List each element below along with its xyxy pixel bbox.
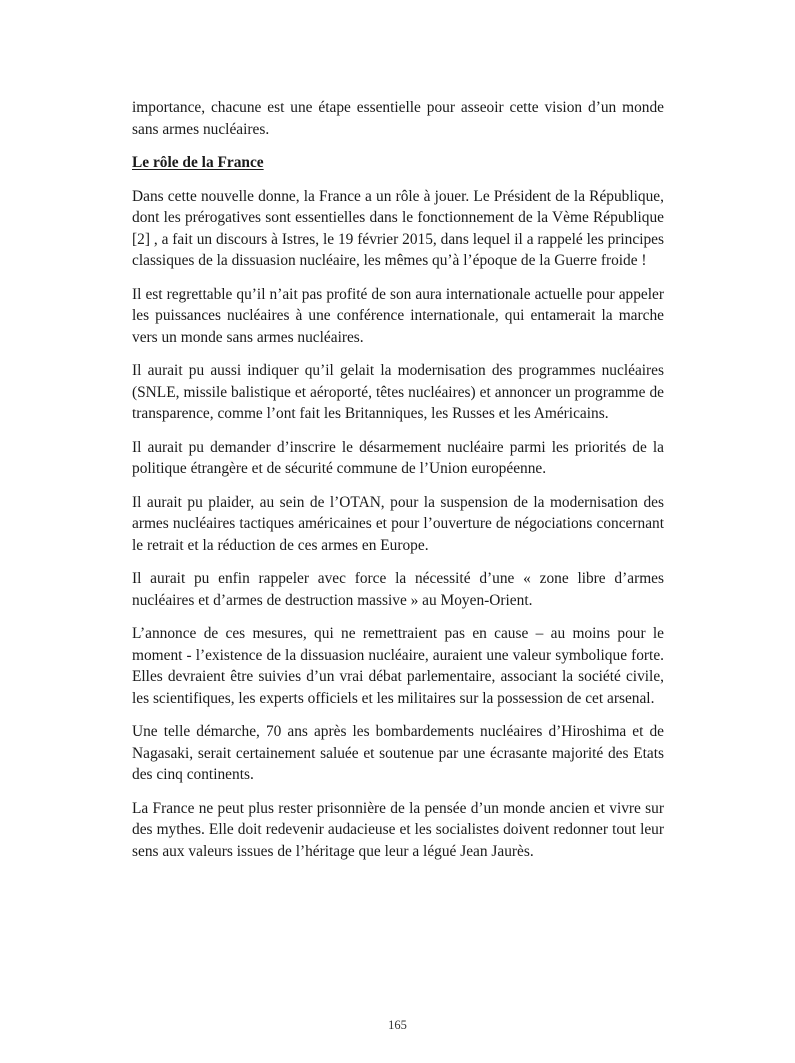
- paragraph-regret: Il est regrettable qu’il n’ait pas profité de son aura internationale actuelle pour appeler les puissances nucléaires à une conférence internationale, qui entamerait la marche vers un monde sans armes nucléaires.: [132, 285, 664, 346]
- paragraph-intro-continuation: importance, chacune est une étape essentielle pour asseoir cette vision d’un monde sans armes nucléaires.: [132, 99, 664, 138]
- paragraph-conclusion: La France ne peut plus rester prisonnière de la pensée d’un monde ancien et vivre sur des mythes. Elle doit redevenir audacieuse et les socialistes doivent redonner tout leur sens aux valeurs issues de l’héritage que leur a légué Jean Jaurès.: [132, 799, 664, 860]
- document-page: [132, 97, 664, 874]
- page-number: 165: [388, 1018, 407, 1032]
- paragraph-modernisation: Il aurait pu aussi indiquer qu’il gelait la modernisation des programmes nucléaires (SNLE, missile balistique et aéroporté, têtes nucléaires) et annoncer un programme de transparence, comme l’ont fait les Britanniques, les Russes et les Américains.: [132, 362, 664, 422]
- paragraph-new-deal: Dans cette nouvelle donne, la France a un rôle à jouer. Le Président de la République, dont les prérogatives sont essentielles dans le fonctionnement de la Vème République [2] , a fait un discours à Istres, le 19 février 2015, dans lequel il a rappelé les principes classiques de la dissuasion nucléaire, les mêmes qu’à l’époque de la Guerre froide !: [132, 187, 664, 269]
- paragraph-middle-east: Il aurait pu enfin rappeler avec force la nécessité d’une « zone libre d’armes nucléaires et d’armes de destruction massive » au Moyen-Orient.: [132, 570, 664, 609]
- paragraph-eu-priorities: Il aurait pu demander d’inscrire le désarmement nucléaire parmi les priorités de la politique étrangère et de sécurité commune de l’Union européenne.: [132, 438, 664, 477]
- paragraph-nato: Il aurait pu plaider, au sein de l’OTAN, pour la suspension de la modernisation des armes nucléaires tactiques américaines et pour l’ouverture de négociations concernant le retrait et la réduction de ces armes en Europe.: [132, 493, 664, 554]
- section-heading: Le rôle de la France: [132, 154, 264, 171]
- paragraph-measures: L’annonce de ces mesures, qui ne remettraient pas en cause – au moins pour le moment - l’existence de la dissuasion nucléaire, auraient une valeur symbolique forte. Elles devraient être suivies d’un vrai débat parlementaire, associant la société civile, les scientifiques, les experts officiels et les militaires sur la possession de cet arsenal.: [132, 625, 664, 707]
- paragraph-hiroshima: Une telle démarche, 70 ans après les bombardements nucléaires d’Hiroshima et de Nagasaki, serait certainement saluée et soutenue par une écrasante majorité des Etats des cinq continents.: [132, 723, 664, 783]
